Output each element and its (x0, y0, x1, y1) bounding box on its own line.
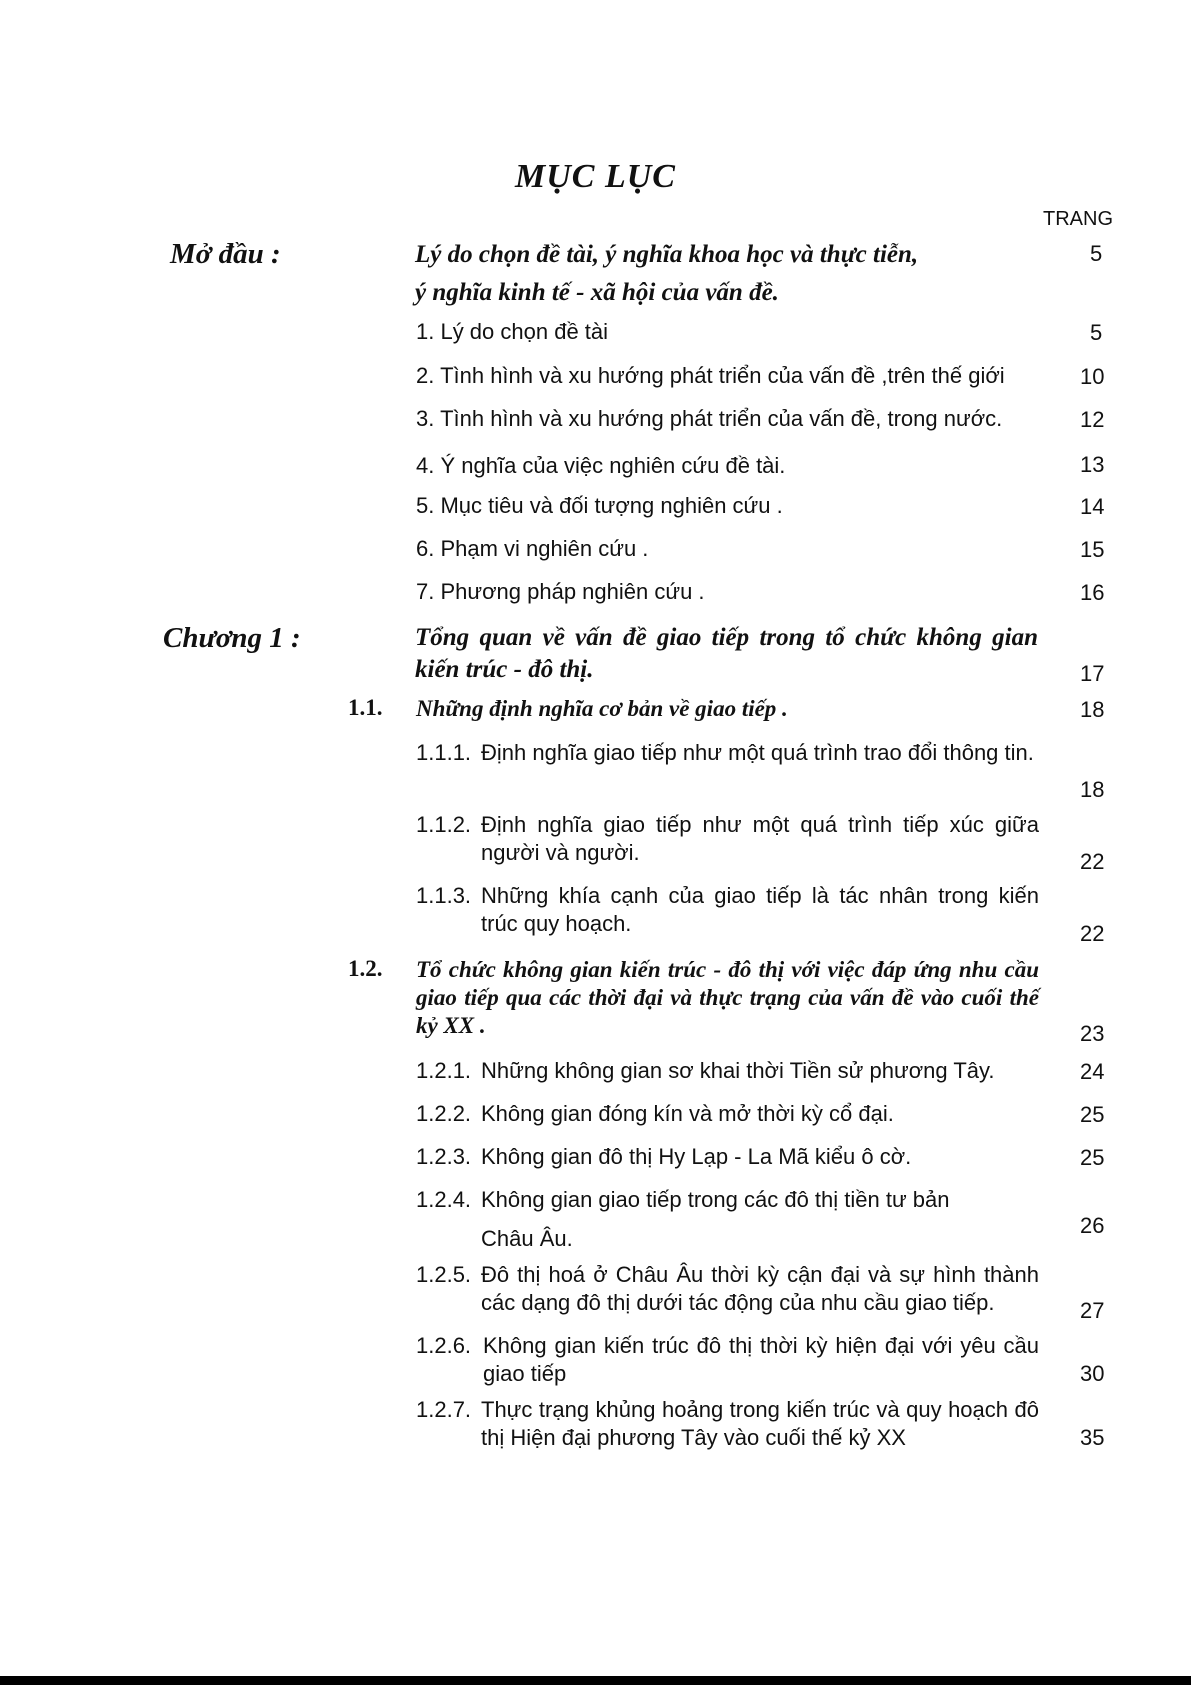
item-1-2-6-text: Không gian kiến trúc đô thị thời kỳ hiện đại với yêu cầu giao tiếp (483, 1333, 1039, 1386)
intro-item-4-page: 13 (1080, 452, 1105, 477)
intro-page: 5 (1090, 241, 1103, 266)
scan-bottom-border (0, 1676, 1191, 1685)
item-1-2-4-number: 1.2.4. (416, 1187, 472, 1212)
intro-title-line1: Lý do chọn đề tài, ý nghĩa khoa học và thực tiễn, (415, 241, 919, 268)
item-1-1-1-text: Định nghĩa giao tiếp như một quá trình trao đổi thông tin. (481, 740, 1034, 765)
intro-title-line2: ý nghĩa kinh tế - xã hội của vấn đề. (415, 279, 779, 306)
page-column-header: TRANG (1043, 208, 1113, 230)
item-1-1-2-text: Định nghĩa giao tiếp như một quá trình tiếp xúc giữa người và người. (481, 812, 1039, 865)
item-1-2-7-page: 35 (1080, 1425, 1105, 1450)
chapter1-label: Chương 1 : (163, 622, 301, 654)
item-1-2-3-text: Không gian đô thị Hy Lạp - La Mã kiểu ô cờ. (481, 1144, 912, 1169)
intro-item-2: 2. Tình hình và xu hướng phát triển của vấn đề ,trên thế giới (416, 363, 1005, 388)
item-1-2-2-number: 1.2.2. (416, 1101, 472, 1126)
item-1-2-6-page: 30 (1080, 1361, 1105, 1386)
intro-item-3-page: 12 (1080, 407, 1105, 432)
section-1-1-title: Những định nghĩa cơ bản về giao tiếp . (416, 696, 788, 721)
intro-item-5-page: 14 (1080, 494, 1105, 519)
intro-item-6-page: 15 (1080, 537, 1105, 562)
item-1-1-1-number: 1.1.1. (416, 740, 472, 765)
item-1-2-2-page: 25 (1080, 1102, 1105, 1127)
item-1-2-2-text: Không gian đóng kín và mở thời kỳ cổ đại. (481, 1101, 894, 1126)
chapter1-title: Tổng quan về vấn đề giao tiếp trong tổ chức không gian kiến trúc - đô thị. (415, 624, 1038, 683)
intro-label: Mở đầu : (170, 238, 281, 270)
intro-item-7-page: 16 (1080, 580, 1105, 605)
item-1-1-1-page: 18 (1080, 777, 1105, 802)
item-1-1-3-page: 22 (1080, 921, 1105, 946)
intro-item-7: 7. Phương pháp nghiên cứu . (416, 579, 705, 604)
item-1-2-5-number: 1.2.5. (416, 1262, 472, 1287)
intro-item-1-page: 5 (1090, 320, 1103, 345)
item-1-2-1-page: 24 (1080, 1059, 1105, 1084)
item-1-2-3-number: 1.2.3. (416, 1144, 472, 1169)
item-1-1-3-number: 1.1.3. (416, 883, 472, 908)
item-1-2-1-text: Những không gian sơ khai thời Tiền sử phương Tây. (481, 1058, 995, 1083)
section-1-2-page: 23 (1080, 1021, 1105, 1046)
item-1-2-5-page: 27 (1080, 1298, 1105, 1323)
item-1-2-4-text: Không gian giao tiếp trong các đô thị tiền tư bản (481, 1187, 950, 1212)
item-1-2-3-page: 25 (1080, 1145, 1105, 1170)
section-1-1-page: 18 (1080, 697, 1105, 722)
item-1-2-6-number: 1.2.6. (416, 1333, 472, 1358)
item-1-2-4-page: 26 (1080, 1213, 1105, 1238)
item-1-2-7-text: Thực trạng khủng hoảng trong kiến trúc và quy hoạch đô thị Hiện đại phương Tây vào cuối thế kỷ XX (481, 1397, 1039, 1450)
item-1-2-1-number: 1.2.1. (416, 1058, 472, 1083)
section-1-2-number: 1.2. (348, 956, 383, 981)
item-1-2-7-number: 1.2.7. (416, 1397, 472, 1422)
intro-item-6: 6. Phạm vi nghiên cứu . (416, 536, 649, 561)
section-1-2-title: Tổ chức không gian kiến trúc - đô thị với việc đáp ứng nhu cầu giao tiếp qua các thời đại và thực trạng của vấn đề vào cuối thế kỷ XX . (416, 957, 1039, 1038)
intro-item-3: 3. Tình hình và xu hướng phát triển của vấn đề, trong nước. (416, 406, 1003, 431)
intro-item-4: 4. Ý nghĩa của việc nghiên cứu đề tài. (416, 453, 786, 478)
item-1-1-2-number: 1.1.2. (416, 812, 472, 837)
item-1-2-5-text: Đô thị hoá ở Châu Âu thời kỳ cận đại và sự hình thành các dạng đô thị dưới tác động của nhu cầu giao tiếp. (481, 1262, 1039, 1315)
intro-item-5: 5. Mục tiêu và đối tượng nghiên cứu . (416, 493, 783, 518)
chapter1-page: 17 (1080, 661, 1105, 686)
intro-item-1: 1. Lý do chọn đề tài (416, 319, 609, 344)
section-1-1-number: 1.1. (348, 695, 383, 720)
item-1-1-3-text: Những khía cạnh của giao tiếp là tác nhân trong kiến trúc quy hoạch. (481, 883, 1039, 936)
item-1-1-2-page: 22 (1080, 849, 1105, 874)
item-1-2-4-text-line2: Châu Âu. (481, 1226, 573, 1251)
intro-item-2-page: 10 (1080, 364, 1105, 389)
page-title: MỤC LỤC (515, 158, 676, 195)
